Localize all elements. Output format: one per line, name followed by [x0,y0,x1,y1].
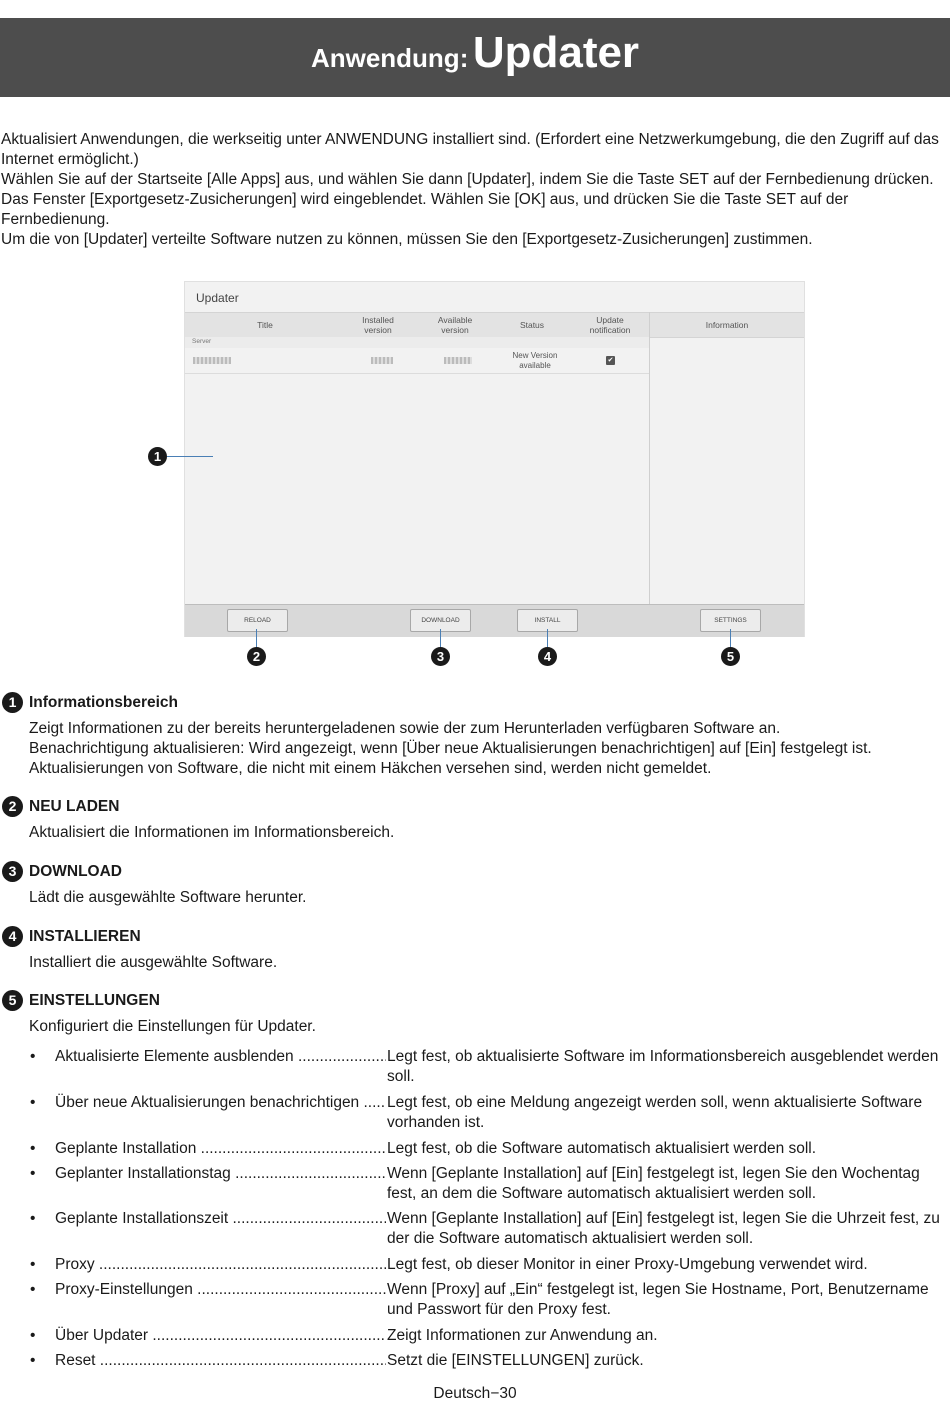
information-header: Information [650,312,804,338]
page-title [0,28,950,78]
column-available-line2: version [441,325,469,335]
updater-screenshot [184,281,805,637]
blurred-available-version [444,357,472,364]
callout-line-1 [167,456,213,457]
section-number: 2 [2,796,23,817]
section-line: Lädt die ausgewählte Software herunter. [29,889,307,906]
setting-description: Zeigt Informationen zur Anwendung an. [387,1327,658,1344]
status-line1: New Version [512,351,558,360]
panel-divider [649,312,650,604]
section-number: 1 [2,692,23,713]
bullet: • [30,1281,36,1298]
group-label: Server [192,338,212,345]
intro-paragraph: Das Fenster [Exportgesetz-Zusicherungen] wird eingeblendet. Wählen Sie [OK] aus, und drücken Sie die Taste SET auf der Fernbedienung. [1,191,849,228]
section-body [29,719,944,779]
column-status: Status [519,320,545,330]
section-line: Konfiguriert die Einstellungen für Updater. [29,1018,316,1035]
callout-line-4 [547,629,548,648]
callout-1: 1 [148,447,167,466]
section-line: Installiert die ausgewählte Software. [29,954,278,971]
section-body [29,1017,944,1037]
section-title: EINSTELLUNGEN [29,992,160,1009]
setting-description: Setzt die [EINSTELLUNGEN] zurück. [387,1352,644,1369]
section-line: Zeigt Informationen zu der bereits heruntergeladenen sowie der zum Herunterladen verfügbaren Software an. [29,720,781,737]
callout-line-3 [440,629,441,648]
title-main: Updater [472,28,640,77]
status-line2: available [519,361,551,370]
column-title: Title [257,320,273,330]
setting-term: Reset ..... [55,1351,386,1371]
column-installed-version [343,315,413,335]
column-installed-line2: version [364,325,392,335]
bullet: • [30,1165,36,1182]
table-row[interactable] [185,349,649,374]
setting-description: Wenn [Proxy] auf „Ein“ festgelegt ist, legen Sie Hostname, Port, Benutzername und Passwort für den Proxy fest. [387,1281,929,1318]
section-number: 3 [2,861,23,882]
callout-line-2 [256,629,257,648]
title-prefix: Anwendung: [310,43,469,73]
setting-description: Legt fest, ob eine Meldung angezeigt werden soll, wenn aktualisierte Software vorhanden ist. [387,1094,923,1131]
intro-text [1,130,947,250]
callout-3: 3 [431,647,450,666]
download-button[interactable]: DOWNLOAD [410,609,471,632]
group-row [185,337,649,348]
section-title: DOWNLOAD [29,863,122,880]
section-title: NEU LADEN [29,798,120,815]
setting-description: Legt fest, ob aktualisierte Software im Informationsbereich ausgeblendet werden soll. [387,1048,939,1085]
column-notify-line2: notification [589,325,631,335]
column-installed-line1: Installed [362,315,394,325]
callout-line-5 [730,629,731,648]
title-banner [0,18,950,97]
column-notify-line1: Update [596,315,624,325]
section-line: Aktualisierungen von Software, die nicht mit einem Häkchen versehen sind, werden nicht gemeldet. [29,760,712,777]
blurred-installed-version [371,357,393,364]
section-number: 5 [2,990,23,1011]
section-body [29,953,944,973]
bullet: • [30,1352,36,1369]
setting-description: Legt fest, ob dieser Monitor in einer Proxy-Umgebung verwendet wird. [387,1256,868,1273]
section-body [29,888,944,908]
notification-checkbox[interactable]: ✔ [607,357,614,364]
section-title: INSTALLIEREN [29,928,141,945]
setting-description: Wenn [Geplante Installation] auf [Ein] festgelegt ist, legen Sie den Wochentag fest, an dem die Software automatisch aktualisiert werden soll. [387,1165,920,1202]
column-available-version [420,315,490,335]
setting-term: Aktualisierte Elemente ausblenden ..... [55,1047,386,1067]
bullet: • [30,1327,36,1344]
setting-description: Wenn [Geplante Installation] auf [Ein] festgelegt ist, legen Sie die Uhrzeit fest, zu der die Software automatisch aktualisiert werden soll. [387,1210,940,1247]
reload-button[interactable]: RELOAD [227,609,288,632]
section-body [29,823,944,843]
setting-description: Legt fest, ob die Software automatisch aktualisiert werden soll. [387,1140,817,1157]
bullet: • [30,1094,36,1111]
callout-4: 4 [538,647,557,666]
status-text [503,351,567,371]
setting-term: Über neue Aktualisierungen benachrichtigen ..... [55,1093,386,1113]
intro-paragraph: Wählen Sie auf der Startseite [Alle Apps] aus, und wählen Sie dann [Updater], indem Sie die Taste SET auf der Fernbedienung drücken. [1,171,934,188]
section-line: Aktualisiert die Informationen im Informationsbereich. [29,824,395,841]
app-title: Updater [196,291,239,305]
settings-button[interactable]: SETTINGS [700,609,761,632]
callout-2: 2 [247,647,266,666]
blurred-title [193,357,231,364]
bullet: • [30,1048,36,1065]
column-available-line1: Available [437,315,473,325]
intro-paragraph: Aktualisiert Anwendungen, die werkseitig unter ANWENDUNG installiert sind. (Erfordert eine Netzwerkumgebung, die den Zugriff auf das Internet ermöglicht.) [1,131,939,168]
bullet: • [30,1140,36,1157]
setting-term: Proxy-Einstellungen ..... [55,1280,386,1300]
setting-term: Proxy ..... [55,1255,386,1275]
callout-5: 5 [721,647,740,666]
setting-term: Geplante Installation ..... [55,1139,386,1159]
intro-paragraph: Um die von [Updater] verteilte Software nutzen zu können, müssen Sie den [Exportgesetz-Zusicherungen] zustimmen. [1,231,813,248]
setting-term: Geplante Installationszeit ..... [55,1209,386,1229]
button-bar [185,604,804,637]
column-update-notification [575,315,645,335]
bullet: • [30,1210,36,1227]
install-button[interactable]: INSTALL [517,609,578,632]
section-title: Informationsbereich [29,694,178,711]
setting-term: Geplanter Installationstag ..... [55,1164,386,1184]
table-header [185,312,649,338]
setting-term: Über Updater ..... [55,1326,386,1346]
page-number: Deutsch−30 [433,1385,517,1402]
bullet: • [30,1256,36,1273]
section-line: Benachrichtigung aktualisieren: Wird angezeigt, wenn [Über neue Aktualisierungen benachrichtigen] auf [Ein] festgelegt ist. [29,740,872,757]
section-number: 4 [2,926,23,947]
